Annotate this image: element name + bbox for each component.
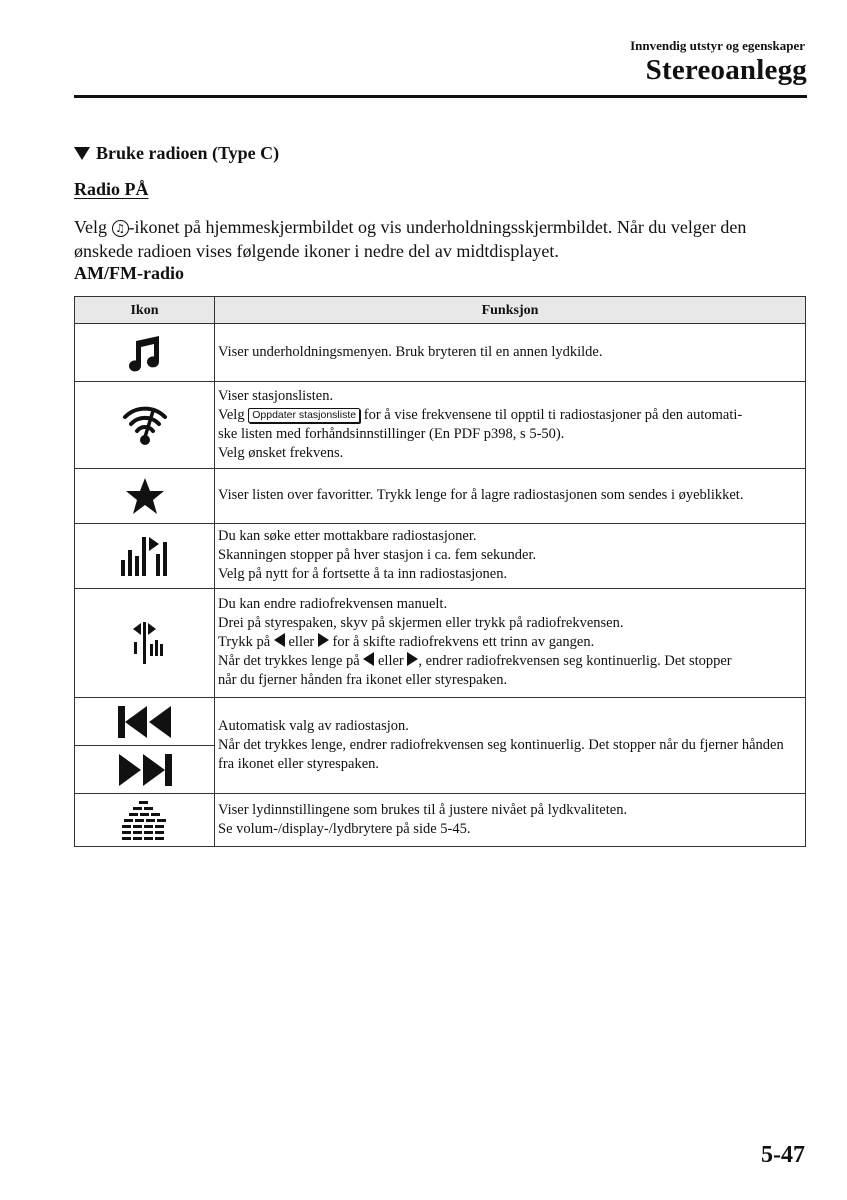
function-cell [215, 589, 806, 698]
function-text: Viser listen over favoritter. Trykk lenge for å lagre radiostasjonen som sendes i øyeblikket. [218, 487, 744, 503]
seek-forward-icon [116, 751, 174, 789]
table-row [75, 698, 806, 746]
function-text: Se volum-/display-/lydbrytere på side 5-45. [218, 820, 471, 837]
function-text [218, 652, 799, 671]
header-rule [74, 95, 807, 98]
manual-tune-icon [122, 620, 168, 666]
text-part: Når det trykkes lenge på [218, 653, 364, 669]
function-text: Viser lydinnstillingene som brukes til å justere nivået på lydkvaliteten. [218, 801, 628, 818]
subheading: Radio PÅ [74, 179, 149, 199]
velg-text: Velg [218, 406, 245, 423]
icon-cell [75, 746, 215, 794]
header-section: Innvendig utstyr og egenskaper [630, 38, 805, 53]
icon-cell [75, 589, 215, 698]
function-text: ske listen med forhåndsinnstillinger (En PDF p398, s 5-50). [218, 425, 565, 442]
text-part: for å skifte radiofrekvens ett trinn av gangen. [328, 634, 595, 650]
section-title [74, 143, 279, 164]
icon-cell [75, 524, 215, 589]
intro-before: Velg [74, 217, 112, 237]
update-station-list-button: Oppdater stasjonsliste [248, 408, 360, 423]
function-cell [215, 382, 806, 469]
function-text [218, 406, 799, 425]
text-part: , endrer radiofrekvensen seg kontinuerlig. Det stopper [418, 653, 732, 669]
table-row [75, 794, 806, 847]
music-note-icon [123, 331, 167, 375]
page-number: 5-47 [761, 1142, 805, 1168]
seek-back-icon [116, 703, 174, 741]
function-text: Viser stasjonslisten. [218, 387, 334, 404]
function-text: Velg ønsket frekvens. [218, 444, 344, 461]
table-row [75, 324, 806, 382]
icon-cell [75, 469, 215, 524]
function-text: Velg på nytt for å fortsette å ta inn radiostasjonen. [218, 566, 508, 582]
function-cell [215, 698, 806, 794]
function-text: Drei på styrespaken, skyv på skjermen eller trykk på radiofrekvensen. [218, 615, 624, 631]
triangle-left-icon [274, 633, 285, 647]
page-title: Stereoanlegg [645, 54, 807, 86]
function-text: Viser underholdningsmenyen. Bruk bryteren til en annen lydkilde. [218, 343, 603, 360]
icon-cell [75, 794, 215, 847]
triangle-left-icon [363, 652, 374, 666]
text-part: eller [284, 634, 318, 650]
triangle-right-icon [318, 633, 329, 647]
sound-settings-icon [120, 799, 170, 841]
function-text: Når det trykkes lenge, endrer radiofrekvensen seg kontinuerlig. Det stopper når du fjerner hånden fra ikonet eller styrespaken. [218, 736, 784, 772]
header-function: Funksjon [215, 297, 806, 324]
function-cell [215, 324, 806, 382]
icon-cell [75, 698, 215, 746]
after-button-text: for å vise frekvensene til opptil ti radiostasjoner på den automati- [360, 406, 743, 423]
function-text: når du fjerner hånden fra ikonet eller styrespaken. [218, 672, 508, 688]
intro-after: -ikonet på hjemmeskjermbildet og vis underholdningsskjermbildet. Når du velger den ønskede radioen vises følgende ikoner i nedre del av midtdisplayet. [74, 217, 747, 261]
function-text: Automatisk valg av radiostasjon. [218, 717, 409, 734]
table-row [75, 469, 806, 524]
icon-function-table [74, 296, 806, 847]
function-cell [215, 524, 806, 589]
section-title-text: Bruke radioen (Type C) [96, 143, 280, 163]
subheading-amfm: AM/FM-radio [74, 263, 184, 283]
intro-paragraph [74, 215, 794, 263]
table-row [75, 524, 806, 589]
function-text: Du kan søke etter mottakbare radiostasjoner. [218, 528, 477, 544]
station-list-icon [121, 403, 169, 447]
entertainment-icon: ♫ [112, 220, 129, 237]
triangle-right-icon [407, 652, 418, 666]
function-text: Skanningen stopper på hver stasjon i ca. fem sekunder. [218, 547, 537, 563]
function-text [218, 633, 799, 652]
function-cell [215, 469, 806, 524]
text-part: Trykk på [218, 634, 274, 650]
scan-icon [119, 534, 171, 578]
function-cell [215, 794, 806, 847]
triangle-marker-icon [74, 147, 90, 160]
icon-cell [75, 382, 215, 469]
function-text: Du kan endre radiofrekvensen manuelt. [218, 596, 448, 612]
star-icon [124, 476, 166, 516]
table-row [75, 589, 806, 698]
table-row [75, 382, 806, 469]
icon-cell [75, 324, 215, 382]
header-icon: Ikon [75, 297, 215, 324]
text-part: eller [374, 653, 408, 669]
table-header-row [75, 297, 806, 324]
